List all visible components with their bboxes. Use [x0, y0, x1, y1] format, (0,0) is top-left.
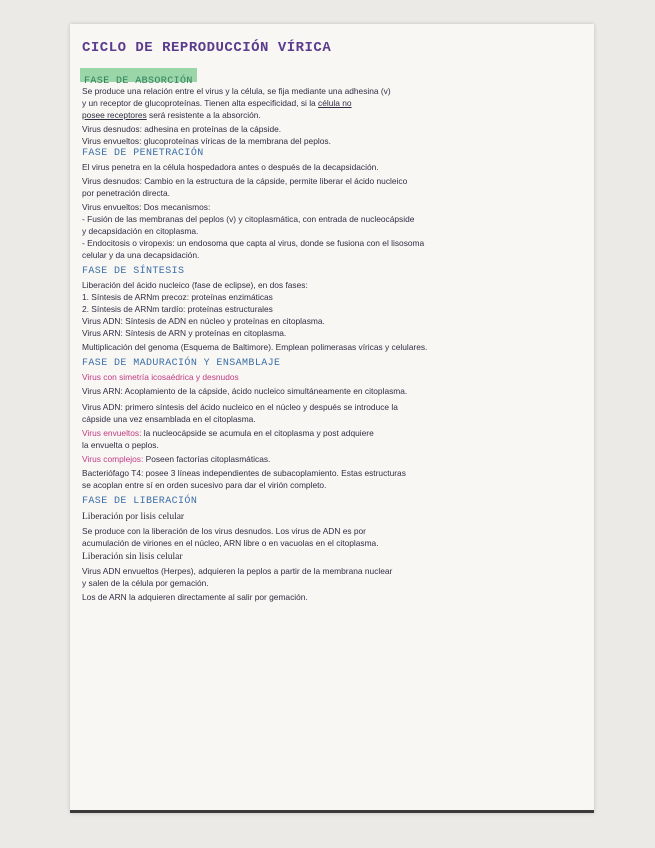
penetracion-line: El virus penetra en la célula hospedadora antes o después de la decapsidación.: [82, 162, 379, 172]
maduracion-line: Bacteriófago T4: posee 3 líneas independientes de subacoplamiento. Estas estructuras: [82, 468, 406, 478]
penetracion-line: Virus desnudos: Cambio en la estructura de la cápside, permite liberar el ácido nucleico: [82, 176, 408, 186]
sintesis-line: 2. Síntesis de ARNm tardío: proteínas estructurales: [82, 304, 273, 314]
penetracion-line: por penetración directa.: [82, 188, 170, 198]
absorcion-heading: FASE DE ABSORCIÓN: [84, 76, 193, 87]
underlined-phrase: célula no: [318, 98, 352, 108]
liberacion-line: y salen de la célula por gemación.: [82, 578, 209, 588]
penetracion-line: y decapsidación en citoplasma.: [82, 226, 199, 236]
penetracion-line: - Endocitosis o viropexis: un endosoma que capta al virus, donde se fusiona con el lisosoma: [82, 238, 425, 248]
sintesis-line: Liberación del ácido nucleico (fase de eclipse), en dos fases:: [82, 280, 308, 290]
page-content: [70, 24, 594, 813]
maduracion-pink-line: Virus con simetría icosaédrica y desnudos: [82, 372, 239, 382]
penetracion-heading: FASE DE PENETRACIÓN: [82, 148, 204, 159]
envueltos-text: la nucleocápside se acumula en el citoplasma y post adquiere: [141, 428, 374, 438]
maduracion-line: Virus ARN: Acoplamiento de la cápside, ácido nucleico simultáneamente en citoplasma.: [82, 386, 408, 396]
liberacion-line: acumulación de viriones en el núcleo, ARN libre o en vacuolas en el citoplasma.: [82, 538, 379, 548]
maduracion-line: la envuelta o peplos.: [82, 440, 159, 450]
absorcion-line: Virus desnudos: adhesina en proteínas de la cápside.: [82, 124, 282, 134]
sintesis-line: 1. Síntesis de ARNm precoz: proteínas enzimáticas: [82, 292, 273, 302]
maduracion-line: Virus ADN: primero síntesis del ácido nucleico en el núcleo y después se introduce la: [82, 402, 398, 412]
sintesis-heading: FASE DE SÍNTESIS: [82, 266, 185, 277]
liberacion-subheading: Liberación por lisis celular: [82, 512, 185, 522]
sintesis-line: Virus ADN: Síntesis de ADN en núcleo y proteínas en citoplasma.: [82, 316, 325, 326]
maduracion-envueltos-line: [82, 428, 584, 439]
maduracion-complejos-line: [82, 454, 584, 465]
liberacion-line: Los de ARN la adquieren directamente al salir por gemación.: [82, 592, 308, 602]
absorcion-line: Se produce una relación entre el virus y la célula, se fija mediante una adhesina (v): [82, 86, 391, 96]
penetracion-line: - Fusión de las membranas del peplos (v) y citoplasmática, con entrada de nucleocápside: [82, 214, 415, 224]
page-title: CICLO DE REPRODUCCIÓN VÍRICA: [82, 40, 332, 56]
absorcion-line: Virus envueltos: glucoproteínas víricas de la membrana del peplos.: [82, 136, 331, 146]
complejos-text: Poseen factorías citoplasmáticas.: [143, 454, 271, 464]
liberacion-line: Virus ADN envueltos (Herpes), adquieren la peplos a partir de la membrana nuclear: [82, 566, 393, 576]
absorcion-highlight: [80, 68, 197, 87]
maduracion-heading: FASE DE MADURACIÓN Y ENSAMBLAJE: [82, 358, 281, 369]
liberacion-heading: FASE DE LIBERACIÓN: [82, 496, 198, 507]
maduracion-line: se acoplan entre sí en orden sucesivo para dar el virión completo.: [82, 480, 327, 490]
absorcion-line: y un receptor de glucoproteínas. Tienen alta especificidad, si la célula no: [82, 98, 352, 108]
underlined-phrase: posee receptores: [82, 110, 147, 120]
penetracion-line: celular y da una decapsidación.: [82, 250, 200, 260]
sintesis-line: Virus ARN: Síntesis de ARN y proteínas en citoplasma.: [82, 328, 287, 338]
liberacion-subheading: Liberación sin lisis celular: [82, 552, 183, 562]
penetracion-line: Virus envueltos: Dos mecanismos:: [82, 202, 211, 212]
page-bottom-edge: [70, 810, 594, 813]
sintesis-line: Multiplicación del genoma (Esquema de Baltimore). Emplean polimerasas víricas y celulares.: [82, 342, 428, 352]
absorcion-line: posee receptores será resistente a la absorción.: [82, 110, 261, 120]
notebook-page: [70, 24, 594, 813]
envueltos-label: Virus envueltos:: [82, 428, 142, 438]
liberacion-line: Se produce con la liberación de los virus desnudos. Los virus de ADN es por: [82, 526, 366, 536]
complejos-label: Virus complejos:: [82, 454, 144, 464]
maduracion-line: cápside una vez ensamblada en el citoplasma.: [82, 414, 256, 424]
